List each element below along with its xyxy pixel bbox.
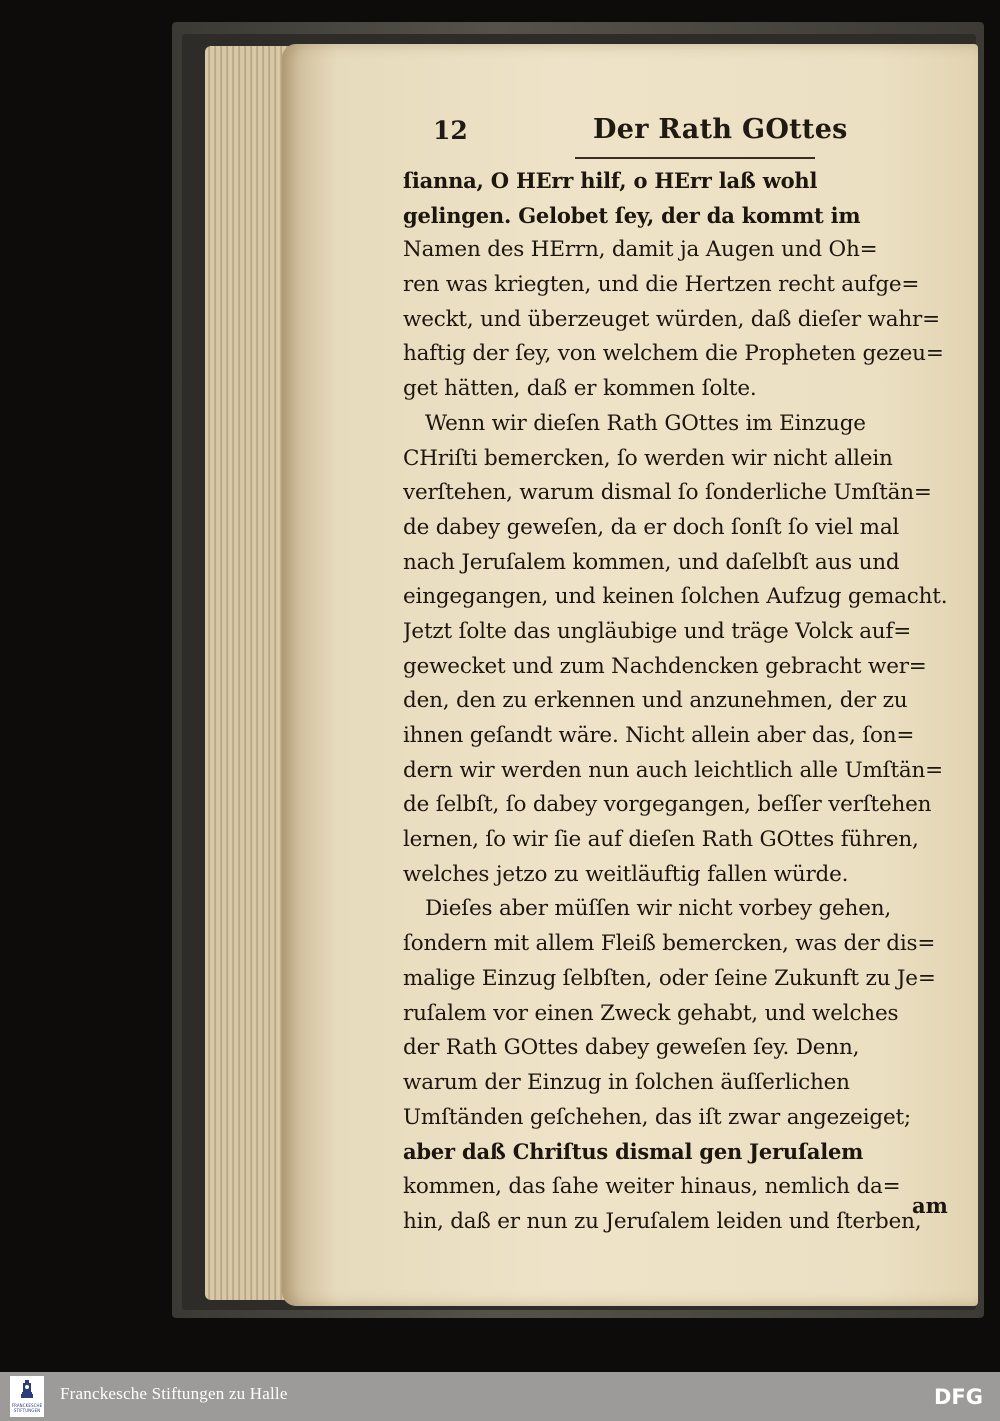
institution-name[interactable]: Franckesche Stiftungen zu Halle xyxy=(60,1384,288,1403)
text-line: nach Jeruſalem kommen, und daſelbſt aus und xyxy=(403,549,900,575)
text-line: welches jetzo zu weitläuftig fallen würde. xyxy=(403,861,849,887)
text-line: der Rath GOttes dabey geweſen ſey. Denn, xyxy=(403,1035,860,1061)
dfg-logo-text: DFG xyxy=(934,1385,984,1408)
text-line: Umſtänden geſchehen, das iſt zwar angezeiget; xyxy=(403,1104,911,1130)
text-line: ihnen geſandt wäre. Nicht allein aber das, ſon= xyxy=(403,723,915,748)
text-line: warum der Einzug in ſolchen äuſſerlichen xyxy=(403,1069,850,1095)
text-line: verſtehen, warum dismal ſo ſonderliche Umſtän= xyxy=(403,480,932,506)
text-line: Namen des HErrn, damit ja Augen und Oh= xyxy=(403,237,878,263)
text-line: Jetzt ſolte das ungläubige und träge Volck auf= xyxy=(403,618,912,644)
text-line: malige Einzug ſelbſten, oder ſeine Zukunft zu Je= xyxy=(403,965,936,991)
text-line: dern wir werden nun auch leichtlich alle Umſtän= xyxy=(403,757,943,783)
text-line: de ſelbſt, ſo dabey vorgegangen, beſſer verſtehen xyxy=(403,792,932,818)
page-text xyxy=(403,164,975,1239)
dfg-logo[interactable] xyxy=(934,1384,990,1408)
text-line: Dieſes aber müſſen wir nicht vorbey gehen, xyxy=(425,896,892,922)
viewer-footer xyxy=(0,1372,1000,1421)
text-line: get hätten, daß er kommen ſolte. xyxy=(403,376,757,402)
text-line: eingegangen, und keinen ſolchen Aufzug gemacht. xyxy=(403,584,948,610)
institution-logo[interactable] xyxy=(10,1376,44,1417)
logo-caption: FRANCKESCHE STIFTUNGEN xyxy=(11,1403,43,1413)
catchword: am xyxy=(912,1193,948,1218)
text-line: ren was kriegten, und die Hertzen recht aufge= xyxy=(403,272,920,298)
header-rule xyxy=(575,157,815,159)
text-line: aber daß Chriſtus dismal gen Jeruſalem xyxy=(403,1139,864,1165)
page-header xyxy=(425,114,970,154)
text-line: Wenn wir dieſen Rath GOttes im Einzuge xyxy=(425,410,866,436)
text-line: den, den zu erkennen und anzunehmen, der zu xyxy=(403,688,908,714)
institution-crest-icon xyxy=(21,1380,33,1398)
text-line: weckt, und überzeuget würden, daß dieſer wahr= xyxy=(403,306,940,332)
text-line: ruſalem vor einen Zweck gehabt, und welches xyxy=(403,1000,899,1026)
running-title: Der Rath GOttes xyxy=(593,114,848,145)
text-line: ſianna, O HErr hilf, o HErr laß wohl xyxy=(403,168,818,193)
text-line: ſondern mit allem Fleiß bemercken, was der dis= xyxy=(403,931,936,957)
text-line: CHriſti bemercken, ſo werden wir nicht allein xyxy=(403,445,893,471)
text-line: kommen, das ſahe weiter hinaus, nemlich da= xyxy=(403,1173,901,1199)
text-line: lernen, ſo wir ſie auf dieſen Rath GOttes führen, xyxy=(403,827,919,853)
text-line: de dabey geweſen, da er doch ſonſt ſo viel mal xyxy=(403,514,900,540)
text-line: haftig der ſey, von welchem die Propheten gezeu= xyxy=(403,341,944,367)
text-line: gelingen. Gelobet ſey, der da kommt im xyxy=(403,202,861,228)
text-line: gewecket und zum Nachdencken gebracht wer= xyxy=(403,653,927,679)
text-line: hin, daß er nun zu Jeruſalem leiden und ſterben, xyxy=(403,1208,922,1234)
page-number: 12 xyxy=(433,116,468,145)
